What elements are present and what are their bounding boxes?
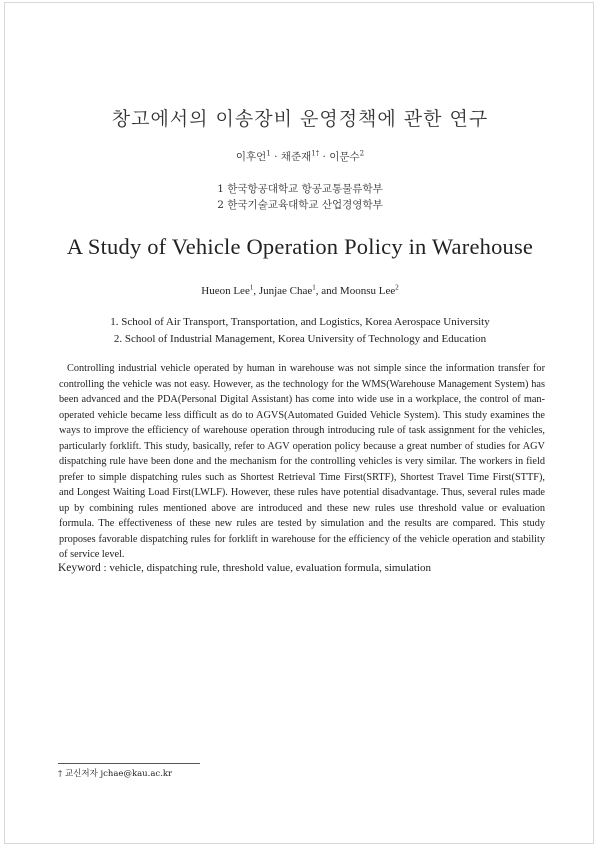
korean-author-2: 채준재 xyxy=(280,151,312,163)
author-separator: , and xyxy=(315,285,340,297)
korean-affiliation-1: 1 한국항공대학교 항공교통물류학부 xyxy=(217,183,383,195)
korean-author-2-sup: 1† xyxy=(311,149,320,158)
english-author-3: Moonsu Lee xyxy=(339,285,396,297)
abstract: Controlling industrial vehicle operated by human in warehouse was not simple since the information transfer for controlling the vehicle was not easy. However, as the technology for the WMS(Warehouse Management System) has been advanced and the PDA(Personal Digital Assistant) has come into wide use in a workplace, the control of man-operated vehicle became less difficult as do to AGVS(Automated Guided Vehicle System). This study examines the ways to improve the efficiency of warehouse operation through introducing rule of task assignment for the vehicles, particularly forklift. This study, basically, refer to AGV operation policy because a great number of studies for AGV dispatching rule have been done and the mechanism for the controlling vehicles is very similar. The workers in field prefer to simple dispatching rules such as Shortest Retrieval Time First(SRTF), Shortest Travel Time First(STTF), and Longest Waiting Load First(LWLF). However, these rules have potential disadvantage. Thus, several rules made up by combining rules mentioned above are introduced and these new rules use threshold value or evaluation formula. The effectiveness of these new rules are tested by simulation and the results are compared. This study proposes favorable dispatching rules for forklift in warehouse for the efficiency of the vehicle operation and stability of service level. xyxy=(59,363,545,560)
author-separator: , xyxy=(253,285,259,297)
keyword-terms: vehicle, dispatching rule, threshold value, evaluation formula, simulation xyxy=(109,562,432,574)
korean-author-3: 이문수 xyxy=(329,151,360,163)
english-title: A Study of Vehicle Operation Policy in Warehouse xyxy=(66,234,534,259)
korean-author-1: 이후언 xyxy=(235,151,267,163)
footnote: † 교신저자 jchae@kau.ac.kr xyxy=(58,769,173,779)
korean-authors xyxy=(0,149,600,164)
english-author-2: Junjae Chae xyxy=(258,285,313,297)
keyword-colon: : xyxy=(100,562,110,574)
english-affiliation-2: 2. School of Industrial Management, Korea University of Technology and Education xyxy=(113,333,487,345)
english-author-2-sup: 1 xyxy=(312,283,316,292)
korean-author-3-sup: 2 xyxy=(359,149,365,158)
korean-author-1-sup: 1 xyxy=(266,149,271,158)
english-author-1: Hueon Lee xyxy=(201,285,250,297)
english-author-1-sup: 1 xyxy=(249,283,254,292)
keywords xyxy=(58,562,558,574)
korean-affiliation-2: 2 한국기술교육대학교 산업경영학부 xyxy=(217,199,383,211)
english-affiliation-1: 1. School of Air Transport, Transportation, and Logistics, Korea Aerospace University xyxy=(110,316,490,328)
keyword-label: Keyword xyxy=(58,562,101,574)
korean-title: 창고에서의 이송장비 운영정책에 관한 연구 xyxy=(111,108,489,130)
english-author-3-sup: 2 xyxy=(395,283,399,292)
footnote-rule xyxy=(58,763,200,764)
english-authors xyxy=(0,285,600,297)
author-separator: · xyxy=(270,151,281,163)
author-separator: · xyxy=(319,151,330,163)
